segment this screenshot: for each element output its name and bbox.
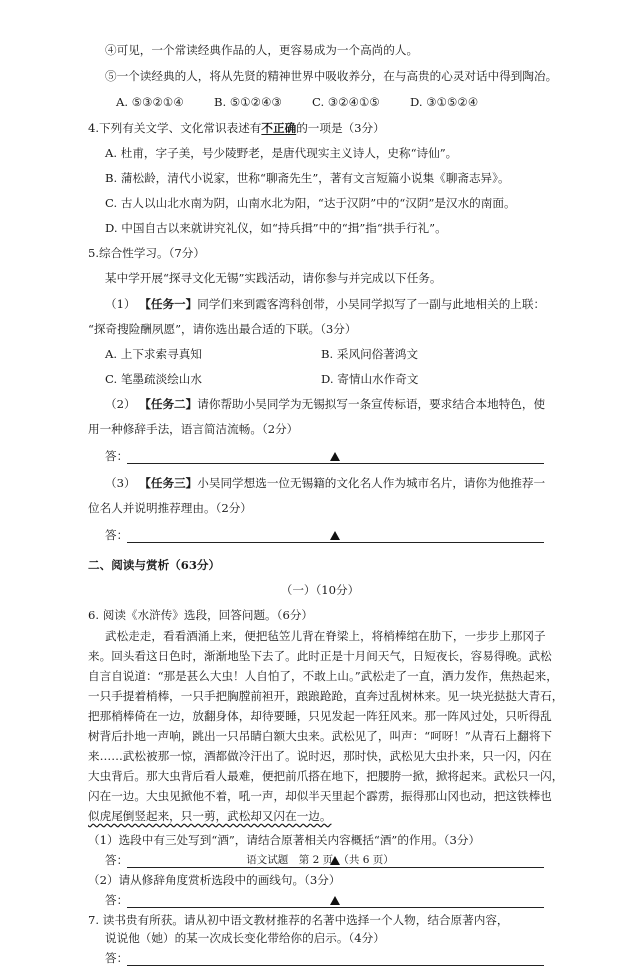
q6-passage-underlined-line: 似虎尾倒竖起来，只一剪，武松却又闪在一边。 bbox=[88, 809, 332, 823]
section2-title: 二、阅读与赏析（63分） bbox=[88, 558, 221, 572]
q5-task1-label: 【任务一】 bbox=[139, 297, 198, 311]
q3-option-c: C. ③②④①⑤ bbox=[312, 95, 380, 109]
q5-option-a: A. 上下求索寻真知 bbox=[105, 347, 202, 361]
q4-option-d: D. 中国自古以来就讲究礼仪，如“持兵揖”中的“揖”指“拱手行礼”。 bbox=[105, 221, 447, 235]
q4-stem bbox=[88, 120, 385, 136]
q5-task3-line2: 位名人并说明推荐理由。（2分） bbox=[88, 501, 252, 515]
answer-label-q6-2: 答： bbox=[105, 893, 129, 907]
q5-task1-line2: “探奇搜险酬夙愿”，请你选出最合适的下联。（3分） bbox=[88, 322, 357, 336]
q6-passage-line: 来……武松被那一惊，酒都做冷汗出了。说时迟，那时快，武松见大虫扑来，只一闪，闪在 bbox=[88, 749, 552, 763]
q5-task2-label: 【任务二】 bbox=[139, 397, 198, 411]
q6-passage-line: 来。回头看这日色时，渐渐地坠下去了。此时正是十月间天气，日短夜长，容易得晚。武松 bbox=[88, 649, 552, 663]
answer-triangle-marker bbox=[330, 452, 340, 461]
page-footer: 语文试题 第 2 页 （共 6 页） bbox=[246, 854, 394, 866]
answer-label-task3: 答： bbox=[105, 528, 129, 542]
q5-task2-line2: 用一种修辞手法，语言简洁流畅。（2分） bbox=[88, 422, 299, 436]
q6-passage-line: 闪在一边。大虫见掀他不着，吼一声，却似半天里起个霹雳，振得那山冈也动，把这铁棒也 bbox=[88, 789, 552, 803]
answer-line-task3[interactable] bbox=[127, 542, 544, 543]
answer-label-task2: 答： bbox=[105, 449, 129, 463]
q5-task2-text: 请你帮助小吴同学为无锡拟写一条宣传标语，要求结合本地特色，使 bbox=[197, 397, 546, 411]
q4-option-c: C. 古人以山北水南为阴，山南水北为阳，“达于汉阴”中的“汉阴”是汉水的南面。 bbox=[105, 196, 516, 210]
q5-task2-line1 bbox=[105, 396, 545, 412]
q3-option-d: D. ③①⑤②④ bbox=[410, 95, 479, 109]
q5-task3-num: （3） bbox=[105, 476, 136, 490]
section2-subtitle: （一）（10分） bbox=[280, 583, 360, 597]
q5-task3-text: 小吴同学想选一位无锡籍的文化名人作为城市名片，请你为他推荐一 bbox=[197, 476, 546, 490]
q5-task3-label: 【任务三】 bbox=[139, 476, 198, 490]
q6-passage-line: 自言自说道：“那是甚么大虫！人自怕了，不敢上山。”武松走了一直，酒力发作，焦热起来， bbox=[88, 669, 558, 683]
q5-task1-line1 bbox=[105, 296, 545, 312]
q5-task3-line1 bbox=[105, 475, 545, 491]
answer-label-q6-1: 答： bbox=[105, 853, 129, 867]
q3-option-a: A. ⑤③②①④ bbox=[116, 95, 184, 109]
q4-option-b: B. 蒲松龄，清代小说家，世称“聊斋先生”，著有文言短篇小说集《聊斋志异》。 bbox=[105, 171, 510, 185]
q4-stem-post: 的一项是（3分） bbox=[296, 121, 385, 135]
q5-task1-text: 同学们来到霞客湾科创带，小吴同学拟写了一副与此地相关的上联： bbox=[197, 297, 546, 311]
answer-triangle-marker bbox=[330, 896, 340, 905]
q5-option-d: D. 寄情山水作奇文 bbox=[321, 372, 419, 386]
q3-option-b: B. ⑤①②④③ bbox=[214, 95, 282, 109]
q7-line2: 说说他（她）的某一次成长变化带给你的启示。（4分） bbox=[105, 931, 385, 945]
q3-sentence-4: ④可见，一个常读经典作品的人，更容易成为一个高尚的人。 bbox=[105, 43, 419, 57]
q6-passage-line: 一只手提着梢棒，一只手把胸膛前袒开，踉踉跄跄，直奔过乱树林来。见一块光挞挞大青石， bbox=[88, 689, 564, 703]
q5-task1-num: （1） bbox=[105, 297, 136, 311]
q4-stem-key: 不正确 bbox=[261, 121, 297, 135]
q4-stem-pre: 4.下列有关文学、文化常识表述有 bbox=[88, 121, 262, 135]
q5-option-c: C. 笔墨疏淡绘山水 bbox=[105, 372, 202, 386]
q6-passage-line: 大虫背后。那大虫背后看人最难，便把前爪搭在地下，把腰胯一掀，掀将起来。武松只一闪， bbox=[88, 769, 564, 783]
q6-passage-line: 把那梢棒倚在一边，放翻身体，却待要睡，只见发起一阵狂风来。那一阵风过处，只听得乱 bbox=[88, 709, 552, 723]
q4-option-a: A. 杜甫，字子美，号少陵野老，是唐代现实主义诗人，史称“诗仙”。 bbox=[105, 146, 458, 160]
q7-line1: 7. 读书贵有所获。请从初中语文教材推荐的名著中选择一个人物，结合原著内容， bbox=[88, 913, 509, 927]
answer-label-q7: 答： bbox=[105, 951, 129, 965]
q5-title: 5.综合性学习。（7分） bbox=[88, 246, 205, 260]
answer-triangle-marker bbox=[330, 531, 340, 540]
answer-line-q6-2[interactable] bbox=[127, 907, 544, 908]
q6-passage-line: 树背后扑地一声响，跳出一只吊睛白额大虫来。武松见了，叫声：“呵呀！”从青石上翻将下 bbox=[88, 729, 553, 743]
q5-task2-num: （2） bbox=[105, 397, 136, 411]
q6-sub1: （1）选段中有三处写到“酒”，请结合原著相关内容概括“酒”的作用。（3分） bbox=[88, 833, 481, 847]
q6-sub2: （2）请从修辞角度赏析选段中的画线句。（3分） bbox=[88, 873, 341, 887]
q6-passage-line: 武松走走，看看酒涌上来，便把毡笠儿背在脊梁上，将梢棒绾在肋下，一步步上那冈子 bbox=[105, 629, 546, 643]
q5-option-b: B. 采风问俗著鸿文 bbox=[321, 347, 419, 361]
answer-line-task2[interactable] bbox=[127, 463, 544, 464]
q6-title: 6. 阅读《水浒传》选段，回答问题。（6分） bbox=[88, 608, 314, 622]
q5-intro: 某中学开展“探寻文化无锡”实践活动，请你参与并完成以下任务。 bbox=[105, 271, 442, 285]
q3-sentence-5: ⑤一个读经典的人，将从先贤的精神世界中吸收养分，在与高贵的心灵对话中得到陶冶。 bbox=[105, 69, 558, 83]
